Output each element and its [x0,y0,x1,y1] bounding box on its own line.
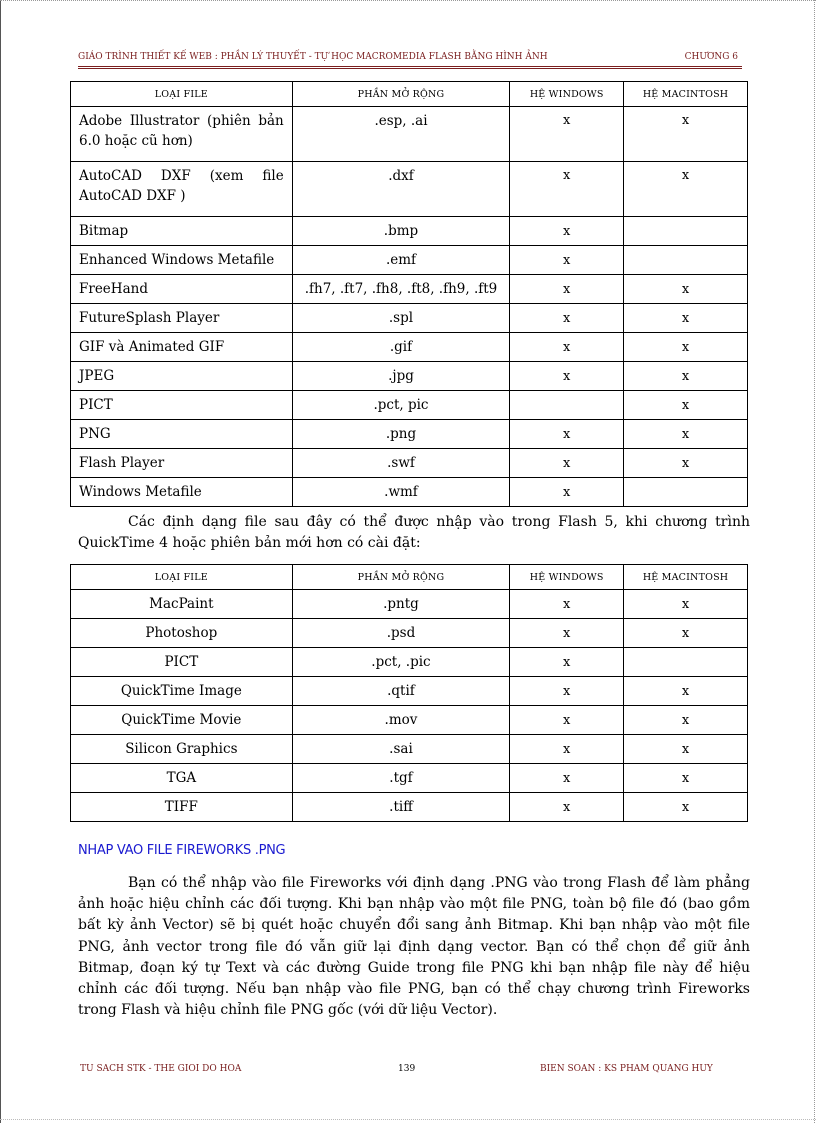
table-row [71,478,748,507]
table-row [71,677,748,706]
macintosh-support-cell: x [624,590,748,619]
macintosh-support-cell: x [624,764,748,793]
footer-series: TU SACH STK - THE GIOI DO HOA [80,1064,242,1074]
column-header-extension: PHẦN MỞ RỘNG [292,565,510,590]
extension-cell: .qtif [292,677,510,706]
file-type-cell: Flash Player [71,449,293,478]
extension-cell: .pntg [292,590,510,619]
windows-support-cell: x [510,478,624,507]
windows-support-cell: x [510,449,624,478]
page-number: 139 [398,1064,416,1074]
file-type-cell: FutureSplash Player [71,304,293,333]
column-header-macintosh: HỆ MACINTOSH [624,82,748,107]
macintosh-support-cell: x [624,275,748,304]
windows-support-cell [510,391,624,420]
windows-support-cell: x [510,304,624,333]
table-body [71,590,748,822]
table-row [71,246,748,275]
file-type-cell: AutoCAD DXF (xem file AutoCAD DXF ) [71,162,293,217]
macintosh-support-cell: x [624,107,748,162]
extension-cell: .gif [292,333,510,362]
intro-paragraph [78,512,750,554]
extension-cell: .wmf [292,478,510,507]
file-type-cell: GIF và Animated GIF [71,333,293,362]
macintosh-support-cell: x [624,333,748,362]
macintosh-support-cell: x [624,793,748,822]
macintosh-support-cell: x [624,677,748,706]
file-format-table-2 [70,564,748,822]
windows-support-cell: x [510,362,624,391]
windows-support-cell: x [510,677,624,706]
macintosh-support-cell: x [624,735,748,764]
table-row [71,217,748,246]
macintosh-support-cell: x [624,420,748,449]
file-type-cell: TGA [71,764,293,793]
file-type-cell: JPEG [71,362,293,391]
column-header-extension: PHẦN MỞ RỘNG [292,82,510,107]
header-rule [78,66,742,69]
file-type-cell: PICT [71,391,293,420]
macintosh-support-cell: x [624,391,748,420]
page-border-bottom [0,1119,816,1121]
table-row [71,449,748,478]
extension-cell: .swf [292,449,510,478]
windows-support-cell: x [510,217,624,246]
table-row [71,304,748,333]
table-row [71,619,748,648]
table-row [71,275,748,304]
windows-support-cell: x [510,420,624,449]
file-type-cell: Silicon Graphics [71,735,293,764]
file-type-cell: Photoshop [71,619,293,648]
extension-cell: .pct, pic [292,391,510,420]
windows-support-cell: x [510,648,624,677]
macintosh-support-cell: x [624,162,748,217]
windows-support-cell: x [510,275,624,304]
column-header-file-type: LOẠI FILE [71,82,293,107]
table-row [71,391,748,420]
macintosh-support-cell: x [624,619,748,648]
file-type-cell: Enhanced Windows Metafile [71,246,293,275]
page-border-top [0,0,816,2]
macintosh-support-cell [624,217,748,246]
windows-support-cell: x [510,619,624,648]
file-type-cell: TIFF [71,793,293,822]
section-heading: NHAP VAO FILE FIREWORKS .PNG [78,843,286,858]
table-row [71,590,748,619]
column-header-file-type: LOẠI FILE [71,565,293,590]
windows-support-cell: x [510,162,624,217]
macintosh-support-cell [624,478,748,507]
file-type-cell: Windows Metafile [71,478,293,507]
import-paragraph [78,873,750,1021]
footer-author: BIEN SOAN : KS PHAM QUANG HUY [540,1064,713,1074]
table-header-row [71,565,748,590]
extension-cell: .esp, .ai [292,107,510,162]
table-header-row [71,82,748,107]
extension-cell: .dxf [292,162,510,217]
file-type-cell: QuickTime Movie [71,706,293,735]
extension-cell: .emf [292,246,510,275]
table-row [71,333,748,362]
page-border-left [0,0,1,1123]
macintosh-support-cell: x [624,706,748,735]
table-row [71,648,748,677]
table-row [71,735,748,764]
extension-cell: .fh7, .ft7, .fh8, .ft8, .fh9, .ft9 [292,275,510,304]
windows-support-cell: x [510,246,624,275]
table-row [71,362,748,391]
file-type-cell: QuickTime Image [71,677,293,706]
file-type-cell: FreeHand [71,275,293,304]
table-row [71,420,748,449]
table-row [71,764,748,793]
extension-cell: .pct, .pic [292,648,510,677]
table-row [71,793,748,822]
header-chapter: CHƯƠNG 6 [684,52,738,62]
macintosh-support-cell: x [624,304,748,333]
windows-support-cell: x [510,735,624,764]
macintosh-support-cell: x [624,449,748,478]
file-type-cell: PNG [71,420,293,449]
import-text: Bạn có thể nhập vào file Fireworks với định dạng .PNG vào trong Flash để làm phẳng ảnh hoặc hiệu chỉnh các đối tượng. Khi bạn nhập vào một file PNG, toàn bộ file đó (bao gồm bất kỳ ảnh Vector) sẽ bị quét hoặc chuyển đổi sang ảnh Bitmap. Khi bạn nhập vào một file PNG, ảnh vector trong file đó vẫn giữ lại định dạng vector. Bạn có thể chọn để giữ ảnh Bitmap, đoạn ký tự Text và các đường Guide trong file PNG khi bạn nhập file này để hiệu chỉnh các đối tượng. Nếu bạn nhập vào file PNG, bạn có thể chạy chương trình Fireworks trong Flash và hiệu chỉnh file PNG gốc (với dữ liệu Vector). [78,875,750,1019]
windows-support-cell: x [510,333,624,362]
extension-cell: .jpg [292,362,510,391]
table-row [71,107,748,162]
column-header-windows: HỆ WINDOWS [510,82,624,107]
extension-cell: .png [292,420,510,449]
extension-cell: .bmp [292,217,510,246]
macintosh-support-cell: x [624,362,748,391]
column-header-windows: HỆ WINDOWS [510,565,624,590]
file-type-cell: Bitmap [71,217,293,246]
macintosh-support-cell [624,246,748,275]
extension-cell: .psd [292,619,510,648]
file-type-cell: Adobe Illustrator (phiên bản 6.0 hoặc cũ hơn) [71,107,293,162]
header-title: GIÁO TRÌNH THIẾT KẾ WEB : PHẦN LÝ THUYẾT - TỰ HỌC MACROMEDIA FLASH BẰNG HÌNH ẢNH [78,52,548,62]
windows-support-cell: x [510,706,624,735]
extension-cell: .mov [292,706,510,735]
windows-support-cell: x [510,764,624,793]
extension-cell: .tiff [292,793,510,822]
windows-support-cell: x [510,107,624,162]
macintosh-support-cell [624,648,748,677]
intro-text: Các định dạng file sau đây có thể được nhập vào trong Flash 5, khi chương trình QuickTime 4 hoặc phiên bản mới hơn có cài đặt: [78,514,750,551]
file-type-cell: PICT [71,648,293,677]
file-type-cell: MacPaint [71,590,293,619]
column-header-macintosh: HỆ MACINTOSH [624,565,748,590]
table-row [71,706,748,735]
table-row [71,162,748,217]
file-format-table-1 [70,81,748,507]
windows-support-cell: x [510,793,624,822]
table-body [71,107,748,507]
extension-cell: .tgf [292,764,510,793]
extension-cell: .spl [292,304,510,333]
extension-cell: .sai [292,735,510,764]
windows-support-cell: x [510,590,624,619]
